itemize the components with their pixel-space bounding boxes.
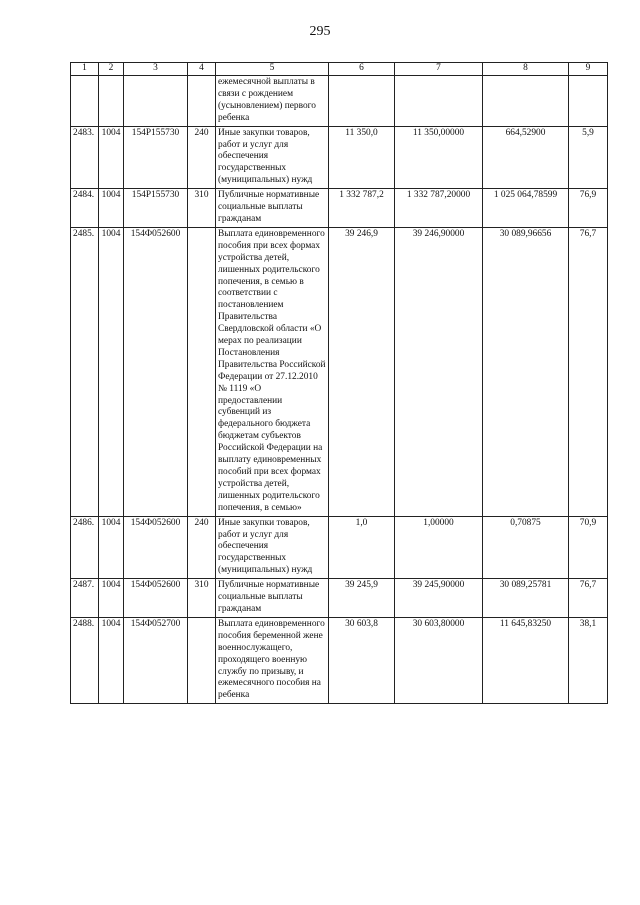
table-row xyxy=(71,617,608,703)
value-col6-cell: 1,0 xyxy=(329,516,395,579)
value-col6-cell: 30 603,8 xyxy=(329,617,395,703)
table-row xyxy=(71,579,608,618)
item-name-cell: Выплата единовременного пособия при всех формах устройства детей, лишенных родительского попечения, в семью в соответствии с постановлением Правительства Свердловской области «О мерах по реализации Постановления Правительства Российской Федерации от 27.12.2010 № 1119 «О предоставлении субвенций из федерального бюджета бюджетам субъектов Российской Федерации на выплату единовременных пособий при всех формах устройства детей, лишенных родительского попечения, в семью» xyxy=(216,227,329,516)
value-col8-cell: 30 089,25781 xyxy=(483,579,569,618)
section-code-cell: 1004 xyxy=(99,126,124,189)
section-code-cell: 1004 xyxy=(99,189,124,228)
expense-type-cell xyxy=(188,76,216,127)
value-col8-cell xyxy=(483,76,569,127)
section-code-cell: 1004 xyxy=(99,227,124,516)
value-col6-cell: 11 350,0 xyxy=(329,126,395,189)
column-header: 3 xyxy=(124,63,188,76)
percent-cell: 38,1 xyxy=(569,617,608,703)
value-col6-cell: 1 332 787,2 xyxy=(329,189,395,228)
percent-cell xyxy=(569,76,608,127)
value-col6-cell xyxy=(329,76,395,127)
section-code-cell: 1004 xyxy=(99,516,124,579)
value-col7-cell: 39 246,90000 xyxy=(395,227,483,516)
value-col6-cell: 39 245,9 xyxy=(329,579,395,618)
value-col7-cell: 30 603,80000 xyxy=(395,617,483,703)
value-col7-cell: 1 332 787,20000 xyxy=(395,189,483,228)
value-col8-cell: 1 025 064,78599 xyxy=(483,189,569,228)
table-row xyxy=(71,126,608,189)
table-row xyxy=(71,76,608,127)
row-number-cell xyxy=(71,76,99,127)
section-code-cell: 1004 xyxy=(99,579,124,618)
value-col7-cell xyxy=(395,76,483,127)
column-header: 2 xyxy=(99,63,124,76)
value-col7-cell: 11 350,00000 xyxy=(395,126,483,189)
expense-type-cell xyxy=(188,227,216,516)
section-code-cell xyxy=(99,76,124,127)
section-code-cell: 1004 xyxy=(99,617,124,703)
row-number-cell: 2487. xyxy=(71,579,99,618)
expense-type-cell: 310 xyxy=(188,189,216,228)
row-number-cell: 2483. xyxy=(71,126,99,189)
item-name-cell: Публичные нормативные социальные выплаты гражданам xyxy=(216,189,329,228)
expense-type-cell: 310 xyxy=(188,579,216,618)
percent-cell: 5,9 xyxy=(569,126,608,189)
page-number: 295 xyxy=(309,24,331,39)
row-number-cell: 2484. xyxy=(71,189,99,228)
item-name-cell: Публичные нормативные социальные выплаты гражданам xyxy=(216,579,329,618)
value-col7-cell: 39 245,90000 xyxy=(395,579,483,618)
value-col8-cell: 0,70875 xyxy=(483,516,569,579)
column-header: 8 xyxy=(483,63,569,76)
table-row xyxy=(71,227,608,516)
target-code-cell: 154Ф052600 xyxy=(124,227,188,516)
column-header: 4 xyxy=(188,63,216,76)
value-col8-cell: 30 089,96656 xyxy=(483,227,569,516)
target-code-cell: 154Ф052600 xyxy=(124,516,188,579)
expense-type-cell: 240 xyxy=(188,516,216,579)
item-name-cell: Выплата единовременного пособия беременной жене военнослужащего, проходящего военную службу по призыву, и ежемесячного пособия на ребенка xyxy=(216,617,329,703)
percent-cell: 76,7 xyxy=(569,579,608,618)
percent-cell: 76,9 xyxy=(569,189,608,228)
column-number-row xyxy=(71,63,608,76)
row-number-cell: 2486. xyxy=(71,516,99,579)
table-row xyxy=(71,189,608,228)
target-code-cell: 154P155730 xyxy=(124,126,188,189)
column-header: 5 xyxy=(216,63,329,76)
table-row xyxy=(71,516,608,579)
table-body xyxy=(71,76,608,704)
column-header: 6 xyxy=(329,63,395,76)
value-col7-cell: 1,00000 xyxy=(395,516,483,579)
row-number-cell: 2485. xyxy=(71,227,99,516)
column-header: 7 xyxy=(395,63,483,76)
column-header: 1 xyxy=(71,63,99,76)
budget-table xyxy=(70,62,608,704)
row-number-cell: 2488. xyxy=(71,617,99,703)
column-header: 9 xyxy=(569,63,608,76)
target-code-cell xyxy=(124,76,188,127)
target-code-cell: 154Ф052700 xyxy=(124,617,188,703)
target-code-cell: 154Ф052600 xyxy=(124,579,188,618)
target-code-cell: 154P155730 xyxy=(124,189,188,228)
item-name-cell: ежемесячной выплаты в связи с рождением (усыновлением) первого ребенка xyxy=(216,76,329,127)
item-name-cell: Иные закупки товаров, работ и услуг для обеспечения государственных (муниципальных) нужд xyxy=(216,126,329,189)
percent-cell: 76,7 xyxy=(569,227,608,516)
expense-type-cell xyxy=(188,617,216,703)
value-col8-cell: 664,52900 xyxy=(483,126,569,189)
percent-cell: 70,9 xyxy=(569,516,608,579)
value-col8-cell: 11 645,83250 xyxy=(483,617,569,703)
item-name-cell: Иные закупки товаров, работ и услуг для обеспечения государственных (муниципальных) нужд xyxy=(216,516,329,579)
value-col6-cell: 39 246,9 xyxy=(329,227,395,516)
expense-type-cell: 240 xyxy=(188,126,216,189)
table-header xyxy=(71,63,608,76)
